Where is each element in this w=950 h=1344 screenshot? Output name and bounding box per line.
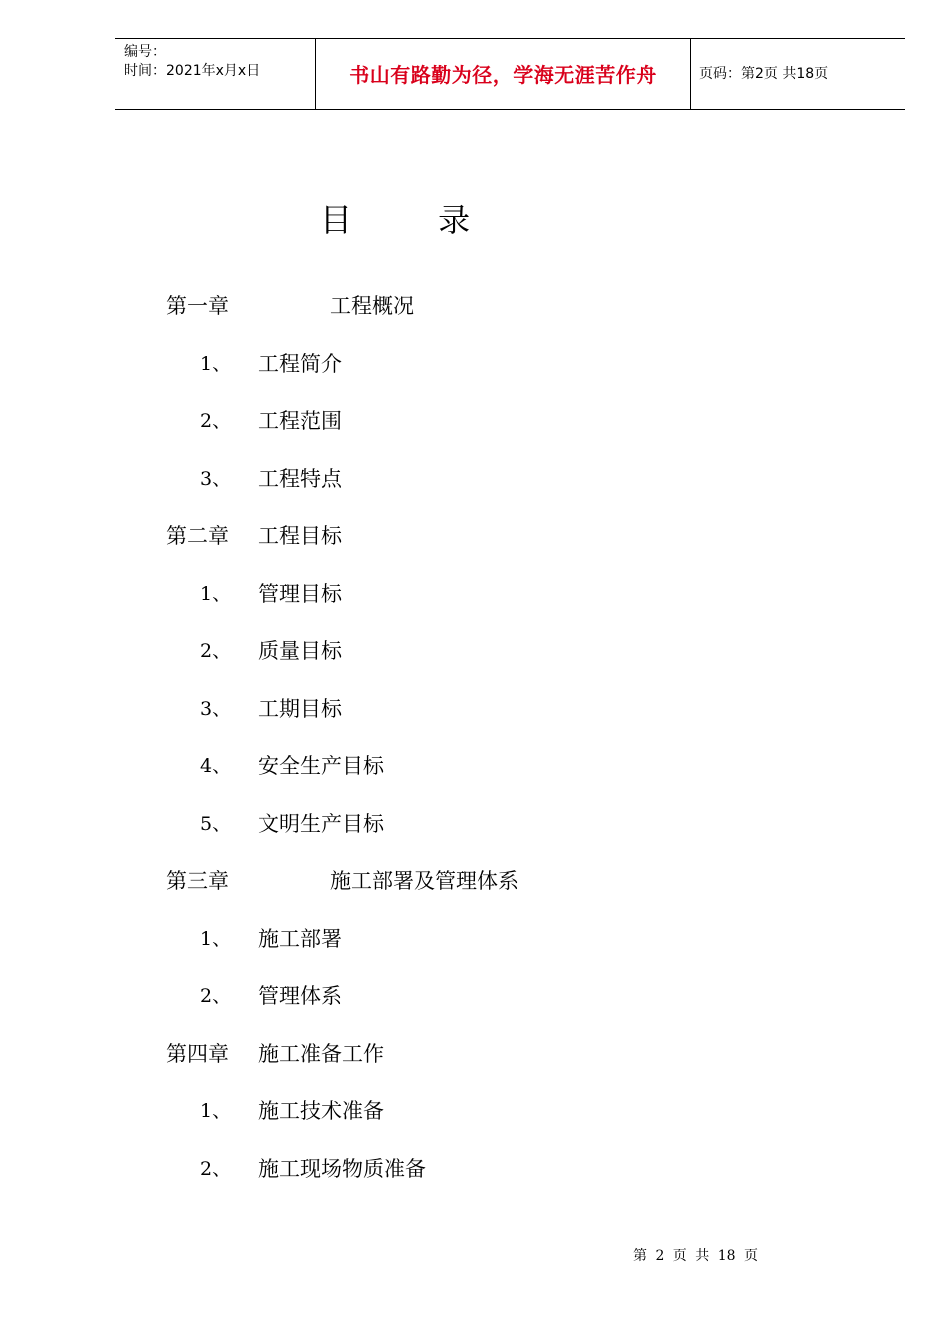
section-title: 安全生产目标 (258, 754, 384, 778)
header-motto: 书山有路勤为径，学海无涯苦作舟 (349, 63, 657, 87)
section-title: 施工技术准备 (258, 1099, 384, 1123)
section-title: 质量目标 (258, 639, 342, 663)
toc-section-entry (0, 406, 950, 436)
toc-section-entry (0, 981, 950, 1011)
header-page-info: 页码：第2页 共18页 (699, 66, 829, 82)
doc-time-label: 时间：2021年x月x日 (124, 63, 261, 79)
page-footer: 第 2 页 共 18 页 (633, 1248, 758, 1264)
section-title: 施工部署 (258, 927, 342, 951)
chapter-title: 工程概况 (330, 294, 414, 318)
section-number: 3、 (200, 468, 232, 490)
section-title: 工期目标 (258, 697, 342, 721)
toc-chapter-entry (0, 1039, 950, 1069)
section-title: 工程范围 (258, 409, 342, 433)
section-number: 1、 (200, 583, 232, 605)
chapter-number: 第一章 (166, 294, 229, 318)
chapter-title: 工程目标 (258, 524, 342, 548)
toc-section-entry (0, 579, 950, 609)
section-title: 工程特点 (258, 467, 342, 491)
toc-section-entry (0, 809, 950, 839)
chapter-number: 第二章 (166, 524, 229, 548)
chapter-title: 施工准备工作 (258, 1042, 384, 1066)
toc-chapter-entry (0, 521, 950, 551)
header-right-cell (690, 39, 905, 109)
section-number: 3、 (200, 698, 232, 720)
section-title: 文明生产目标 (258, 812, 384, 836)
page-header (115, 38, 905, 110)
toc-section-entry (0, 464, 950, 494)
chapter-number: 第三章 (166, 869, 229, 893)
section-number: 2、 (200, 1158, 232, 1180)
toc-section-entry (0, 751, 950, 781)
chapter-number: 第四章 (166, 1042, 229, 1066)
section-number: 1、 (200, 928, 232, 950)
header-left-cell (115, 39, 315, 109)
toc-section-entry (0, 349, 950, 379)
section-number: 1、 (200, 1100, 232, 1122)
section-number: 1、 (200, 353, 232, 375)
toc-title: 目 录 (320, 201, 509, 239)
toc-section-entry (0, 636, 950, 666)
toc-section-entry (0, 694, 950, 724)
section-number: 5、 (200, 813, 232, 835)
section-title: 施工现场物质准备 (258, 1157, 426, 1181)
section-number: 2、 (200, 410, 232, 432)
toc-section-entry (0, 1154, 950, 1184)
section-number: 2、 (200, 640, 232, 662)
doc-number-label: 编号： (124, 44, 166, 60)
section-title: 管理体系 (258, 984, 342, 1008)
chapter-title: 施工部署及管理体系 (330, 869, 519, 893)
section-number: 4、 (200, 755, 232, 777)
toc-chapter-entry (0, 866, 950, 896)
header-middle-cell (315, 39, 691, 109)
section-title: 工程简介 (258, 352, 342, 376)
section-title: 管理目标 (258, 582, 342, 606)
toc-section-entry (0, 924, 950, 954)
section-number: 2、 (200, 985, 232, 1007)
toc-chapter-entry (0, 291, 950, 321)
toc-section-entry (0, 1096, 950, 1126)
